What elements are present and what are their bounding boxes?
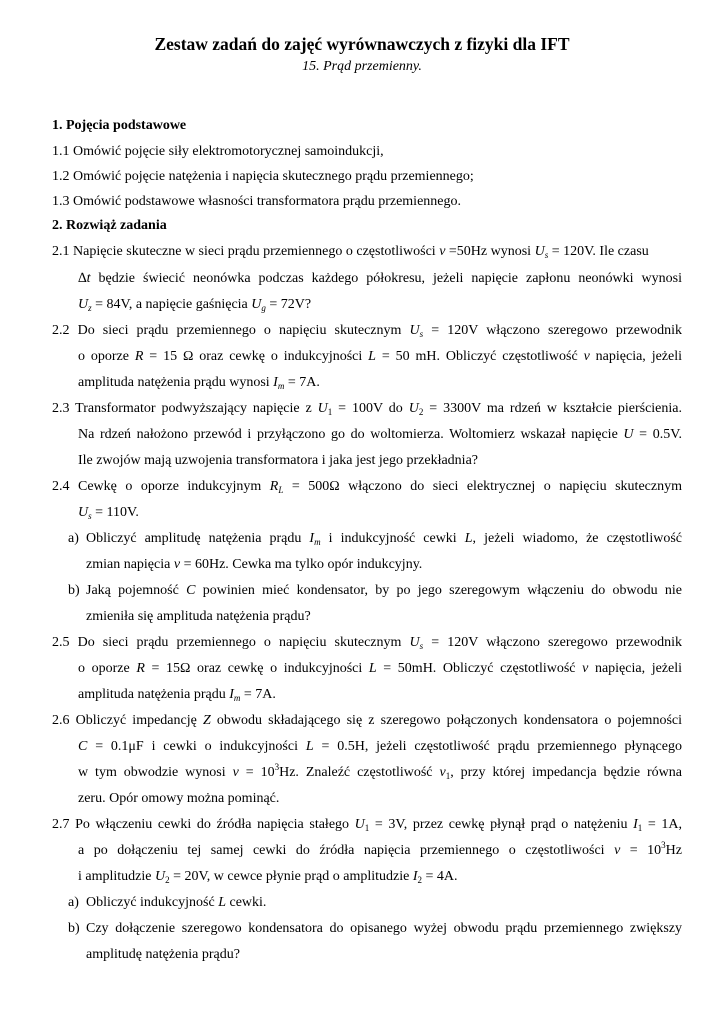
problem-2-4b-line-1: Jaką pojemność C powinien mieć kondensator, by po jego szeregowym włączeniu do obwodu nie (86, 583, 682, 598)
problem-2-7a-label: a) (68, 895, 79, 910)
problem-2-4b-label: b) (68, 583, 80, 598)
problem-2-4a-label: a) (68, 531, 79, 546)
problem-2-7-line-2: a po dołączeniu tej samej cewki do źródła napięcia przemiennego o częstotliwości $\nu = 10^3Hz$ (78, 840, 682, 858)
section-heading-problems: 2. Rozwiąż zadania (52, 218, 167, 233)
problem-2-5-line-3: amplituda natężenia prądu $I_m = 7A$. (78, 687, 276, 703)
problem-2-7-line-3: i amplitudzie $U_2 = 20V$, w cewce płynie prąd o amplitudzie $I_2 = 4A$. (78, 869, 458, 885)
problem-2-7b-line-1: Czy dołączenie szeregowo kondensatora do opisanego wyżej obwodu prądu przemiennego zwiększy (86, 921, 682, 936)
problem-2-1-line-2: ∆t będzie świecić neonówka podczas każdego półokresu, jeżeli napięcie zapłonu neonówki wynosi (78, 271, 682, 286)
problem-2-5-line-2: o oporze R = 15Ω oraz cewkę o indukcyjności L = 50mH. Obliczyć częstotliwość ν napięcia, jeżeli (78, 661, 683, 676)
problem-2-7a-line-1: Obliczyć indukcyjność L cewki. (86, 895, 267, 910)
problem-2-6-line-4: zeru. Opór omowy można pominąć. (78, 791, 280, 806)
page-subtitle: 15. Prąd przemienny. (302, 59, 422, 74)
problem-2-6-line-3: w tym obwodzie wynosi $\nu = 10^3Hz$. Znaleźć częstotliwość $\nu_1$, przy której impedancja będzie równa (78, 762, 682, 781)
problem-2-2-line-3: amplituda natężenia prądu wynosi $I_m = 7A$. (78, 375, 320, 391)
problem-2-7-line-1: 2.7 Po włączeniu cewki do źródła napięcia stałego $U_1 = 3V$, przez cewkę płynął prąd o natężeniu $I_1 = 1A$, (52, 817, 682, 833)
section-heading-basics: 1. Pojęcia podstawowe (52, 118, 187, 133)
problem-2-4a-line-1: Obliczyć amplitudę natężenia prądu $I_m$ i indukcyjność cewki L, jeżeli wiadomo, że częstotliwość (86, 531, 682, 547)
problem-2-3-line-1: 2.3 Transformator podwyższający napięcie z $U_1 = 100V$ do $U_2 = 3300V$ ma rdzeń w kształcie pierścienia. (52, 401, 682, 417)
page-title: Zestaw zadań do zajęć wyrównawczych z fizyki dla IFT (154, 34, 570, 54)
problem-2-6-line-1: 2.6 Obliczyć impedancję Z obwodu składającego się z szeregowo połączonych kondensatora o pojemności (52, 713, 683, 728)
problem-2-7b-label: b) (68, 921, 80, 936)
problem-2-7b-line-2: amplitudę natężenia prądu? (86, 947, 240, 962)
problem-2-4a-line-2: zmian napięcia ν = 60Hz. Cewka ma tylko opór indukcyjny. (86, 557, 423, 572)
problem-2-3-line-3: Ile zwojów mają uzwojenia transformatora i jaka jest jego przekładnia? (78, 453, 478, 468)
item-1-2: 1.2 Omówić pojęcie natężenia i napięcia skutecznego prądu przemiennego; (52, 169, 474, 184)
problem-2-1-line-3: $U_z = 84V$, a napięcie gaśnięcia $U_g = 72V$? (78, 297, 312, 313)
problem-2-4b-line-2: zmieniła się amplituda natężenia prądu? (86, 609, 311, 624)
problem-2-4-line-1: 2.4 Cewkę o oporze indukcyjnym $R_L = 500\Omega$ włączono do sieci elektrycznej o napięciu skutecznym (52, 479, 682, 495)
problem-2-2-line-1: 2.2 Do sieci prądu przemiennego o napięciu skutecznym $U_s = 120V$ włączono szeregowo przewodnik (52, 323, 682, 339)
item-1-3: 1.3 Omówić podstawowe własności transformatora prądu przemiennego. (52, 194, 461, 209)
problem-2-6-line-2: C = 0.1μF i cewki o indukcyjności L = 0.5H, jeżeli częstotliwość prądu przemiennego płynącego (78, 739, 682, 754)
item-1-1: 1.1 Omówić pojęcie siły elektromotorycznej samoindukcji, (52, 144, 384, 159)
problem-2-5-line-1: 2.5 Do sieci prądu przemiennego o napięciu skutecznym $U_s = 120V$ włączono szeregowo przewodnik (52, 635, 682, 651)
problem-2-2-line-2: o oporze R = 15 Ω oraz cewkę o indukcyjności L = 50 mH. Obliczyć częstotliwość ν napięcia, jeżeli (78, 349, 683, 364)
problem-2-1-line-1: 2.1 Napięcie skuteczne w sieci prądu przemiennego o częstotliwości ν =50Hz wynosi $U_s = 120V$. Ile czasu (52, 244, 649, 260)
problem-2-3-line-2: Na rdzeń nałożono przewód i przyłączono go do woltomierza. Woltomierz wskazał napięcie U = 0.5V. (78, 427, 682, 442)
problem-2-4-line-2: $U_s = 110V$. (78, 505, 139, 521)
